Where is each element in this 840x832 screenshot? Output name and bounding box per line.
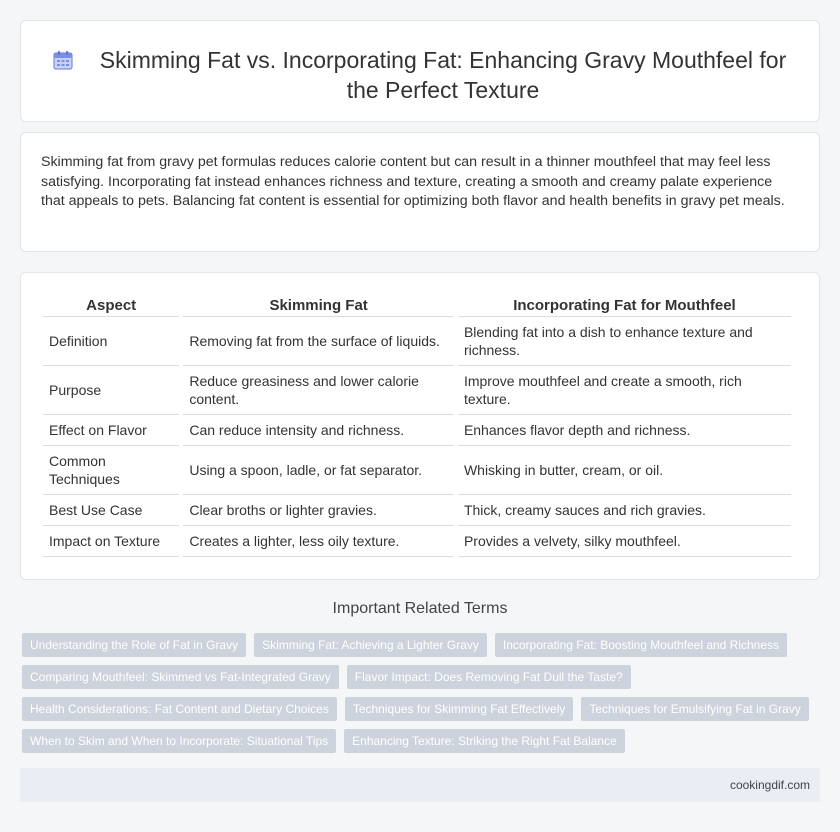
related-tag[interactable]: Health Considerations: Fat Content and Dietary Choices xyxy=(22,697,337,721)
comparison-table-card xyxy=(20,272,820,580)
related-terms-tags xyxy=(22,633,822,761)
table-cell-skimming: Using a spoon, ladle, or fat separator. xyxy=(183,446,454,495)
table-cell-incorporating: Enhances flavor depth and richness. xyxy=(458,415,791,446)
related-tag[interactable]: Techniques for Skimming Fat Effectively xyxy=(345,697,574,721)
related-tag[interactable]: Skimming Fat: Achieving a Lighter Gravy xyxy=(254,633,487,657)
table-cell-skimming: Creates a lighter, less oily texture. xyxy=(183,526,454,557)
column-header-skimming: Skimming Fat xyxy=(183,295,454,317)
related-tag[interactable]: Flavor Impact: Does Removing Fat Dull the Taste? xyxy=(347,665,631,689)
column-header-incorporating: Incorporating Fat for Mouthfeel xyxy=(458,295,791,317)
table-cell-aspect: Common Techniques xyxy=(43,446,179,495)
footer xyxy=(20,768,820,802)
related-tag[interactable]: Techniques for Emulsifying Fat in Gravy xyxy=(581,697,808,721)
comparison-table xyxy=(39,295,795,557)
calendar-icon xyxy=(52,49,74,71)
table-cell-incorporating: Improve mouthfeel and create a smooth, rich texture. xyxy=(458,366,791,415)
table-row xyxy=(43,495,791,526)
table-cell-aspect: Purpose xyxy=(43,366,179,415)
table-row xyxy=(43,317,791,366)
column-header-aspect: Aspect xyxy=(43,295,179,317)
page-title: Skimming Fat vs. Incorporating Fat: Enhancing Gravy Mouthfeel for the Perfect Texture xyxy=(99,47,787,103)
table-cell-incorporating: Blending fat into a dish to enhance texture and richness. xyxy=(458,317,791,366)
intro-text: Skimming fat from gravy pet formulas reduces calorie content but can result in a thinner mouthfeel that may feel less satisfying. Incorporating fat instead enhances richness and texture, creating a smooth and creamy palate experience that appeals to pets. Balancing fat content is essential for optimizing both flavor and health benefits in gravy pet meals. xyxy=(41,154,785,209)
table-cell-skimming: Reduce greasiness and lower calorie content. xyxy=(183,366,454,415)
table-cell-incorporating: Whisking in butter, cream, or oil. xyxy=(458,446,791,495)
table-cell-skimming: Removing fat from the surface of liquids. xyxy=(183,317,454,366)
related-terms-title: Important Related Terms xyxy=(332,600,508,617)
table-cell-aspect: Definition xyxy=(43,317,179,366)
table-cell-aspect: Effect on Flavor xyxy=(43,415,179,446)
table-cell-aspect: Best Use Case xyxy=(43,495,179,526)
related-tag[interactable]: Enhancing Texture: Striking the Right Fat Balance xyxy=(344,729,625,753)
table-cell-aspect: Impact on Texture xyxy=(43,526,179,557)
table-row xyxy=(43,446,791,495)
table-cell-incorporating: Thick, creamy sauces and rich gravies. xyxy=(458,495,791,526)
table-header-row xyxy=(43,295,791,317)
intro-card xyxy=(20,132,820,252)
table-cell-skimming: Clear broths or lighter gravies. xyxy=(183,495,454,526)
related-tag[interactable]: Incorporating Fat: Boosting Mouthfeel and Richness xyxy=(495,633,787,657)
table-row xyxy=(43,366,791,415)
related-tag[interactable]: When to Skim and When to Incorporate: Situational Tips xyxy=(22,729,336,753)
footer-site-link[interactable]: cookingdif.com xyxy=(729,778,810,792)
table-cell-skimming: Can reduce intensity and richness. xyxy=(183,415,454,446)
related-tag[interactable]: Comparing Mouthfeel: Skimmed vs Fat-Integrated Gravy xyxy=(22,665,339,689)
table-row xyxy=(43,415,791,446)
related-tag[interactable]: Understanding the Role of Fat in Gravy xyxy=(22,633,246,657)
header-card xyxy=(20,20,820,122)
table-row xyxy=(43,526,791,557)
table-cell-incorporating: Provides a velvety, silky mouthfeel. xyxy=(458,526,791,557)
